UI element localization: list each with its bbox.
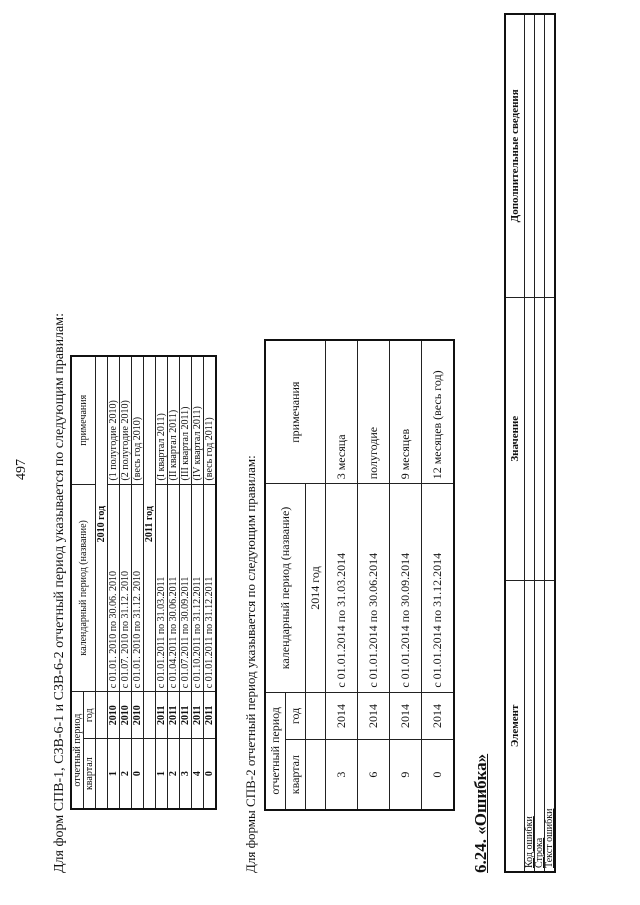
- value-cell: [525, 297, 535, 580]
- header-period: отчетный период: [265, 692, 286, 810]
- calendar-cell: с 01.01.2014 по 30.06.2014: [358, 484, 390, 692]
- value-cell: [535, 297, 545, 580]
- year-cell: 2010: [132, 692, 144, 739]
- note-cell: 3 месяца: [326, 340, 358, 484]
- table-row: [545, 14, 556, 872]
- table-row: [204, 356, 217, 809]
- table2-body: [326, 340, 454, 810]
- quarter-cell: 2: [120, 739, 132, 809]
- calendar-cell: с 01.01. 2010 по 31.12. 2010: [132, 484, 144, 692]
- quarter-cell: 2: [168, 739, 180, 809]
- header-year: год: [286, 692, 306, 740]
- empty-cell: [306, 740, 326, 810]
- element-cell: Текст ошибки: [545, 580, 556, 872]
- header-extra: Дополнительные сведения: [505, 14, 525, 297]
- table-row: [108, 356, 120, 809]
- year-cell: 2014: [358, 692, 390, 740]
- element-cell: Строка: [535, 580, 545, 872]
- note-cell: 12 месяцев (весь год): [422, 340, 454, 484]
- year-cell: 2011: [156, 692, 168, 739]
- calendar-cell: с 01.01.2011 по 31.03.2011: [156, 484, 168, 692]
- note-cell: (весь год 2010): [132, 356, 144, 484]
- calendar-cell: с 01.01.2014 по 31.12.2014: [422, 484, 454, 692]
- header-calendar: календарный период (название): [71, 484, 96, 692]
- quarter-cell: 1: [156, 739, 168, 809]
- year-cell: 2014: [390, 692, 422, 740]
- header-note: примечания: [265, 340, 326, 484]
- calendar-cell: с 01.10.2011 по 31.12.2011: [192, 484, 204, 692]
- quarter-cell: 9: [390, 740, 422, 810]
- header-element: Элемент: [505, 580, 525, 872]
- page-number: 497: [14, 459, 29, 480]
- header-value: Значение: [505, 297, 525, 580]
- quarter-cell: 1: [108, 739, 120, 809]
- section-heading: 6.24. «Ошибка»: [471, 753, 490, 873]
- extra-cell: [535, 14, 545, 297]
- quarter-cell: 4: [192, 739, 204, 809]
- note-cell: (III квартал 2011): [180, 356, 192, 484]
- value-cell: [545, 297, 556, 580]
- year-cell: 2011: [192, 692, 204, 739]
- calendar-cell: с 01.01.2014 по 30.09.2014: [390, 484, 422, 692]
- period-table-1: [70, 355, 217, 810]
- year-label: 2010 год: [96, 356, 108, 692]
- note-cell: (2 полугодие 2010): [120, 356, 132, 484]
- table-row: [168, 356, 180, 809]
- extra-cell: [525, 14, 535, 297]
- header-quarter: квартал: [84, 739, 96, 809]
- year-label: 2014 год: [306, 484, 326, 692]
- empty-cell: [96, 739, 108, 809]
- quarter-cell: 3: [180, 739, 192, 809]
- calendar-cell: с 01.01.2014 по 31.03.2014: [326, 484, 358, 692]
- note-cell: полугодие: [358, 340, 390, 484]
- note-cell: (весь год 2011): [204, 356, 217, 484]
- year-cell: 2014: [422, 692, 454, 740]
- quarter-cell: 0: [204, 739, 217, 809]
- year-cell: 2010: [120, 692, 132, 739]
- calendar-cell: с 01.07. 2010 по 31.12. 2010: [120, 484, 132, 692]
- calendar-cell: с 01.01.2011 по 31.12.2011: [204, 484, 217, 692]
- extra-cell: [545, 14, 556, 297]
- table-row: [132, 356, 144, 809]
- table-row: [192, 356, 204, 809]
- header-note: примечания: [71, 356, 96, 484]
- year-row: [96, 356, 108, 809]
- empty-cell: [144, 739, 156, 809]
- header-calendar: календарный период (название): [265, 484, 306, 692]
- table-row: [525, 14, 535, 872]
- note-cell: (I квартал 2011): [156, 356, 168, 484]
- header-quarter: квартал: [286, 740, 306, 810]
- calendar-cell: с 01.01. 2010 по 30.06. 2010: [108, 484, 120, 692]
- year-cell: 2011: [204, 692, 217, 739]
- table-row: [535, 14, 545, 872]
- table-row: [326, 340, 358, 810]
- error-table: [504, 13, 556, 873]
- calendar-cell: с 01.07.2011 по 30.09.2011: [180, 484, 192, 692]
- table3-body: [525, 14, 556, 872]
- empty-cell: [96, 692, 108, 739]
- year-cell: 2014: [326, 692, 358, 740]
- year-cell: 2011: [168, 692, 180, 739]
- intro-text-1: Для форм СПВ-1, СЗВ-6-1 и СЗВ-6-2 отчетный период указывается по следующим правилам:: [52, 312, 67, 873]
- element-cell: Код ошибки: [525, 580, 535, 872]
- calendar-cell: с 01.04.2011 по 30.06.2011: [168, 484, 180, 692]
- quarter-cell: 0: [132, 739, 144, 809]
- empty-cell: [144, 692, 156, 739]
- table-row: [156, 356, 168, 809]
- year-cell: 2010: [108, 692, 120, 739]
- table-row: [422, 340, 454, 810]
- table-row: [180, 356, 192, 809]
- year-cell: 2011: [180, 692, 192, 739]
- note-cell: (IV квартал 2011): [192, 356, 204, 484]
- period-table-2: [264, 339, 455, 811]
- header-period: отчетный период: [71, 692, 84, 809]
- table-row: [120, 356, 132, 809]
- table1-body: [96, 356, 217, 809]
- header-year: год: [84, 692, 96, 739]
- year-row: [144, 356, 156, 809]
- quarter-cell: 3: [326, 740, 358, 810]
- empty-cell: [306, 692, 326, 740]
- note-cell: (II квартал 2011): [168, 356, 180, 484]
- year-label: 2011 год: [144, 356, 156, 692]
- quarter-cell: 0: [422, 740, 454, 810]
- table-row: [358, 340, 390, 810]
- note-cell: (1 полугодие 2010): [108, 356, 120, 484]
- table-row: [390, 340, 422, 810]
- note-cell: 9 месяцев: [390, 340, 422, 484]
- intro-text-2: Для формы СПВ-2 отчетный период указывается по следующим правилам:: [243, 455, 258, 873]
- quarter-cell: 6: [358, 740, 390, 810]
